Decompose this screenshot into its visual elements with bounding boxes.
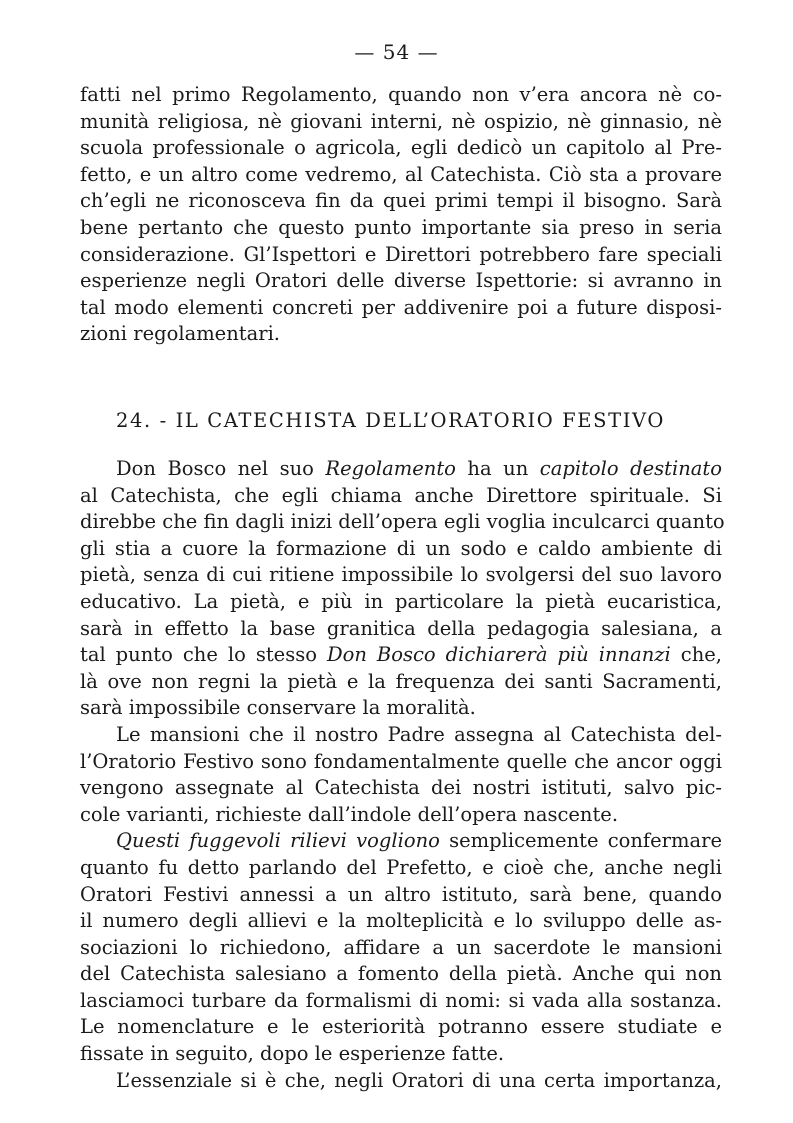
text-run: tal punto che lo stesso (80, 643, 327, 667)
text-line: considerazione. Gl’Ispettori e Direttori potrebbero fare speciali (80, 242, 722, 266)
text-line: là ove non regni la pietà e la frequenza dei santi Sacramenti, (80, 669, 722, 693)
text-line: L’essenziale si è che, negli Oratori di una certa importanza, (116, 1068, 722, 1092)
text-line: sarà in effetto la base granitica della pedagogia salesiana, a (80, 616, 722, 640)
italic-run: capitolo destinato (539, 457, 723, 480)
italic-run: Regolamento (325, 457, 456, 480)
text-line: l’Oratorio Festivo sono fondamentalmente quelle che ancor oggi (80, 749, 722, 773)
text-line: fissate in seguito, dopo le esperienze fatte. (80, 1042, 505, 1066)
text-line (80, 642, 722, 669)
intro-paragraph (80, 82, 722, 348)
text-line: Le nomenclature e le esteriorità potranno essere studiate e (80, 1015, 722, 1039)
italic-run: Don Bosco dichiarerà più innanzi (326, 643, 671, 667)
text-run: semplicemente confermare (439, 829, 722, 853)
text-line: il numero degli allievi e la molteplicità e lo sviluppo delle as- (80, 909, 722, 933)
text-line: vengono assegnate al Catechista dei nostri istituti, salvo pic- (80, 776, 722, 800)
text-line: munità religiosa, nè giovani interni, nè ospizio, nè ginnasio, nè (80, 109, 722, 133)
text-run: ha un (455, 457, 540, 480)
text-line: zioni regolamentari. (80, 322, 280, 346)
text-line: al Catechista, che egli chiama anche Direttore spirituale. Si (80, 483, 722, 507)
text-line: pietà, senza di cui ritiene impossibile lo svolgersi del suo lavoro (80, 563, 722, 587)
text-line: cole varianti, richieste dall’indole dell’opera nascente. (80, 802, 619, 826)
section-body (80, 456, 725, 1094)
text-line: bene pertanto che questo punto importante sia preso in seria (80, 215, 722, 239)
text-line: gli stia a cuore la formazione di un sodo e caldo ambiente di (80, 536, 722, 560)
page-number: — 54 — (354, 40, 439, 64)
text-line: lasciamoci turbare da formalismi di nomi: si vada alla sostanza. (80, 988, 722, 1012)
text-run: Don Bosco nel suo (116, 457, 326, 480)
text-line: Oratori Festivi annessi a un altro istituto, sarà bene, quando (80, 882, 722, 906)
text-line: fatti nel primo Regolamento, quando non v’era ancora nè co- (80, 83, 722, 106)
text-line: tal modo elementi concreti per addivenire poi a future disposi- (80, 295, 722, 319)
italic-run: Questi fuggevoli rilievi vogliono (116, 829, 440, 853)
text-line: sarà impossibile conservare la moralità. (80, 696, 476, 720)
text-line: quanto fu detto parlando del Prefetto, e cioè che, anche negli (80, 855, 722, 879)
text-line: fetto, e un altro come vedremo, al Catechista. Ciò sta a provare (80, 162, 722, 186)
text-run: che, (670, 643, 722, 667)
text-line: del Catechista salesiano a fomento della pietà. Anche qui non (80, 962, 722, 986)
section-heading: 24. - IL CATECHISTA DELL’ORATORIO FESTIVO (116, 409, 665, 432)
text-line: direbbe che fin dagli inizi dell’opera egli voglia inculcarci quanto (80, 510, 725, 534)
text-line (80, 828, 722, 855)
text-line: educativo. La pietà, e più in particolare la pietà eucaristica, (80, 589, 722, 613)
text-line: sociazioni lo richiedono, affidare a un sacerdote le mansioni (80, 935, 722, 959)
text-line: Le mansioni che il nostro Padre assegna al Catechista del- (116, 722, 722, 746)
text-line: scuola professionale o agricola, egli dedicò un capitolo al Pre- (80, 136, 722, 160)
text-line: ch’egli ne riconosceva fin da quei primi tempi il bisogno. Sarà (80, 189, 722, 213)
text-line: esperienze negli Oratori delle diverse Ispettorie: si avranno in (80, 269, 722, 293)
text-line (80, 456, 722, 483)
